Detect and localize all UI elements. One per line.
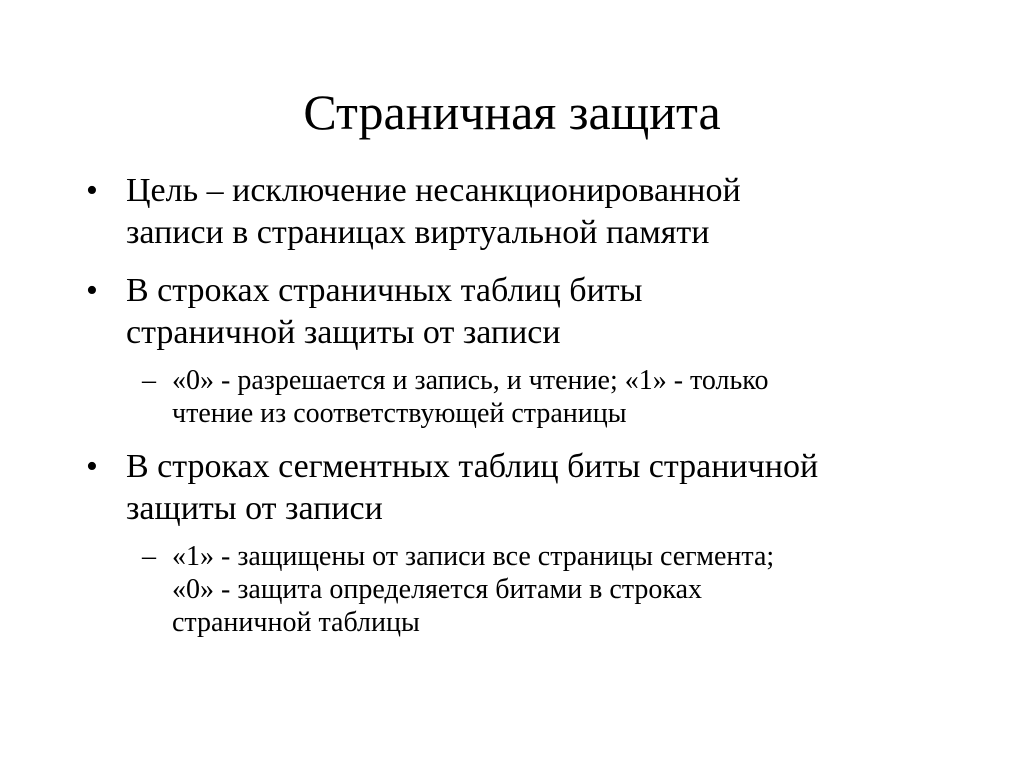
bullet-item-segment-tables xyxy=(86,446,966,530)
bullet-text xyxy=(126,270,966,354)
sub-bullet-line: «1» - защищены от записи все страницы сегмента; xyxy=(172,541,775,572)
dash-marker: – xyxy=(142,365,156,396)
sub-bullet-text xyxy=(172,540,942,639)
bullet-line: защиты от записи xyxy=(126,490,383,527)
slide-title: Страничная защита xyxy=(303,84,721,140)
bullet-text xyxy=(126,446,966,530)
bullet-text xyxy=(126,170,966,254)
sub-bullet-text xyxy=(172,364,942,430)
bullet-line: записи в страницах виртуальной памяти xyxy=(126,214,710,251)
sub-bullet-line: страничной таблицы xyxy=(172,607,420,638)
sub-bullet-line: «0» - защита определяется битами в строках xyxy=(172,574,703,605)
bullet-marker: • xyxy=(86,448,98,485)
bullet-line: В строках сегментных таблиц биты страничной xyxy=(126,448,819,485)
dash-marker: – xyxy=(142,541,156,572)
bullet-marker: • xyxy=(86,172,98,209)
bullet-item-goal xyxy=(86,170,966,254)
sub-bullet-line: чтение из соответствующей страницы xyxy=(172,398,627,429)
sub-bullet-item-page-bits xyxy=(142,364,942,430)
bullet-line: Цель – исключение несанкционированной xyxy=(126,172,741,209)
sub-bullet-item-segment-bits xyxy=(142,540,942,639)
bullet-line: страничной защиты от записи xyxy=(126,314,561,351)
sub-bullet-line: «0» - разрешается и запись, и чтение; «1» - только xyxy=(172,365,769,396)
bullet-line: В строках страничных таблиц биты xyxy=(126,272,643,309)
bullet-marker: • xyxy=(86,272,98,309)
bullet-item-page-tables xyxy=(86,270,966,354)
